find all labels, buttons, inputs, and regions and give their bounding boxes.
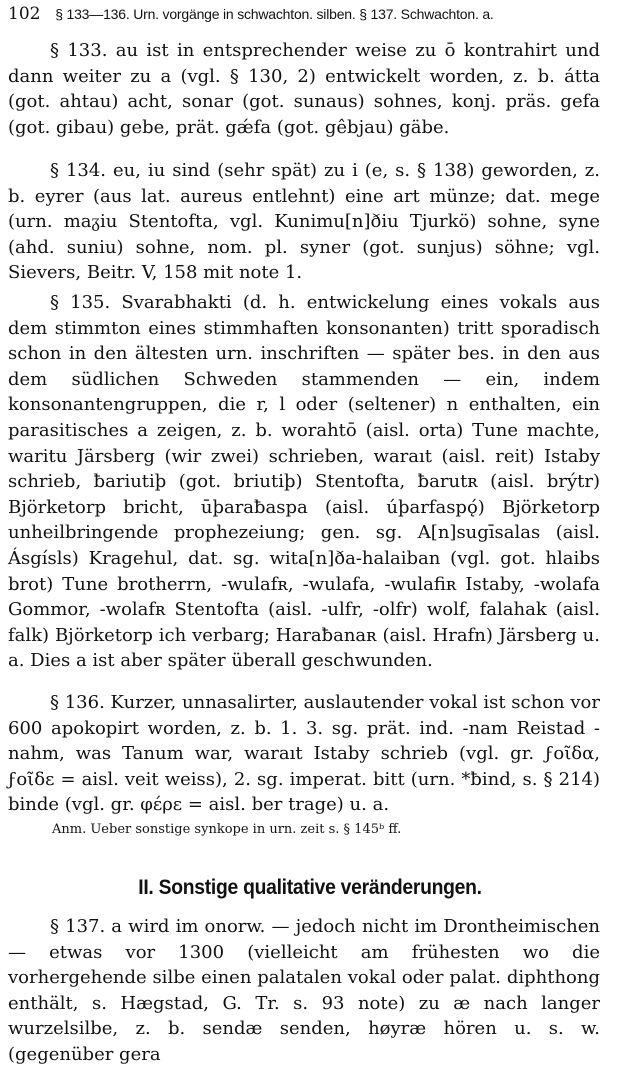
annotation-note: Anm. Ueber sonstige synkope in urn. zeit s. § 145ᵇ ff.: [52, 822, 402, 837]
section-136-text: § 136. Kurzer, unnasalirter, auslautender vokal ist schon vor 600 apokopirt worden, z. b. 1. 3. sg. prät. ind. -nam Reistad -nahm, was Tanum war, waraıt Istaby schrieb (vgl. gr. ϝοῖδα, ϝοῖδε = aisl. veit weiss), 2. sg. imperat. bitt (urn. *ƀind, s. § 214) binde (vgl. gr. φέρε = aisl. ber trage) u. a.: [8, 692, 600, 816]
section-134: [8, 158, 600, 286]
running-header: [8, 4, 612, 28]
section-135-text: § 135. Svarabhakti (d. h. entwickelung eines vokals aus dem stimmton eines stimmhaften konsonanten) tritt sporadisch schon in den ältesten urn. inschriften — später bes. in den aus dem südlichen Schweden stammenden — ein, indem konsonantengruppen, die r, l oder (seltener) n enthalten, ein parasitisches a zeigen, z. b. worahtō (aisl. orta) Tune machte, waritu Järsberg (wir zwei) schrieben, waraıt (aisl. reit) Istaby schrieb, ƀariutiþ (got. briutiþ) Stentofta, ƀarutʀ (aisl. brýtr) Björketorp bricht, ūþaraƀaspa (aisl. úþarfaspǫ́) Björketorp unheilbringende prophezeiung; gen. sg. A[n]sugīsalas (aisl. Ásgísls) Kragehul, dat. sg. wita[n]ða-halaiban (vgl. got. hlaibs brot) Tune brotherrn, -wulafʀ, -wulafa, -wulafiʀ Istaby, -wolafa Gommor, -wolafʀ Stentofta (aisl. -ulfr, -olfr) wolf, falahak (aisl. falk) Björketorp ich verbarg; Haraƀanaʀ (aisl. Hrafn) Järsberg u. a. Dies a ist aber später überall geschwunden.: [8, 292, 600, 672]
section-133-text: § 133. au ist in entsprechender weise zu ō kontrahirt und dann weiter zu a (vgl. § 130, 2) entwickelt worden, z. b. átta (got. ahtau) acht, sonar (got. sunaus) sohnes, konj. präs. gefa (got. gibau) gebe, prät. gǽfa (got. gêbjau) gäbe.: [8, 40, 600, 138]
section-135: [8, 290, 600, 674]
chapter-subheading: II. Sonstige qualitative veränderungen.: [138, 876, 482, 899]
section-136: [8, 690, 600, 818]
section-133: [8, 38, 600, 140]
section-137: [8, 914, 600, 1068]
section-134-text: § 134. eu, iu sind (sehr spät) zu i (e, s. § 138) geworden, z. b. eyrer (aus lat. aureus entlehnt) eine art münze; dat. mege (urn. maᵹiu Stentofta, vgl. Kunimu[n]ðiu Tjurkö) sohne, syne (ahd. suniu) sohne, nom. pl. syner (got. sunjus) söhne; vgl. Sievers, Beitr. V, 158 mit note 1.: [8, 160, 600, 284]
section-137-text: § 137. a wird im onorw. — jedoch nicht im Drontheimischen — etwas vor 1300 (vielleicht am frühesten wo die vorhergehende silbe einen palatalen vokal oder palat. diphthong enthält, s. Hægstad, G. Tr. s. 93 note) zu æ nach langer wurzelsilbe, z. b. sendæ senden, høyræ hören u. s. w. (gegenüber gera: [8, 916, 600, 1065]
page-number: 102: [8, 4, 41, 24]
running-title: § 133—136. Urn. vorgänge in schwachton. silben. § 137. Schwachton. a.: [55, 6, 494, 22]
